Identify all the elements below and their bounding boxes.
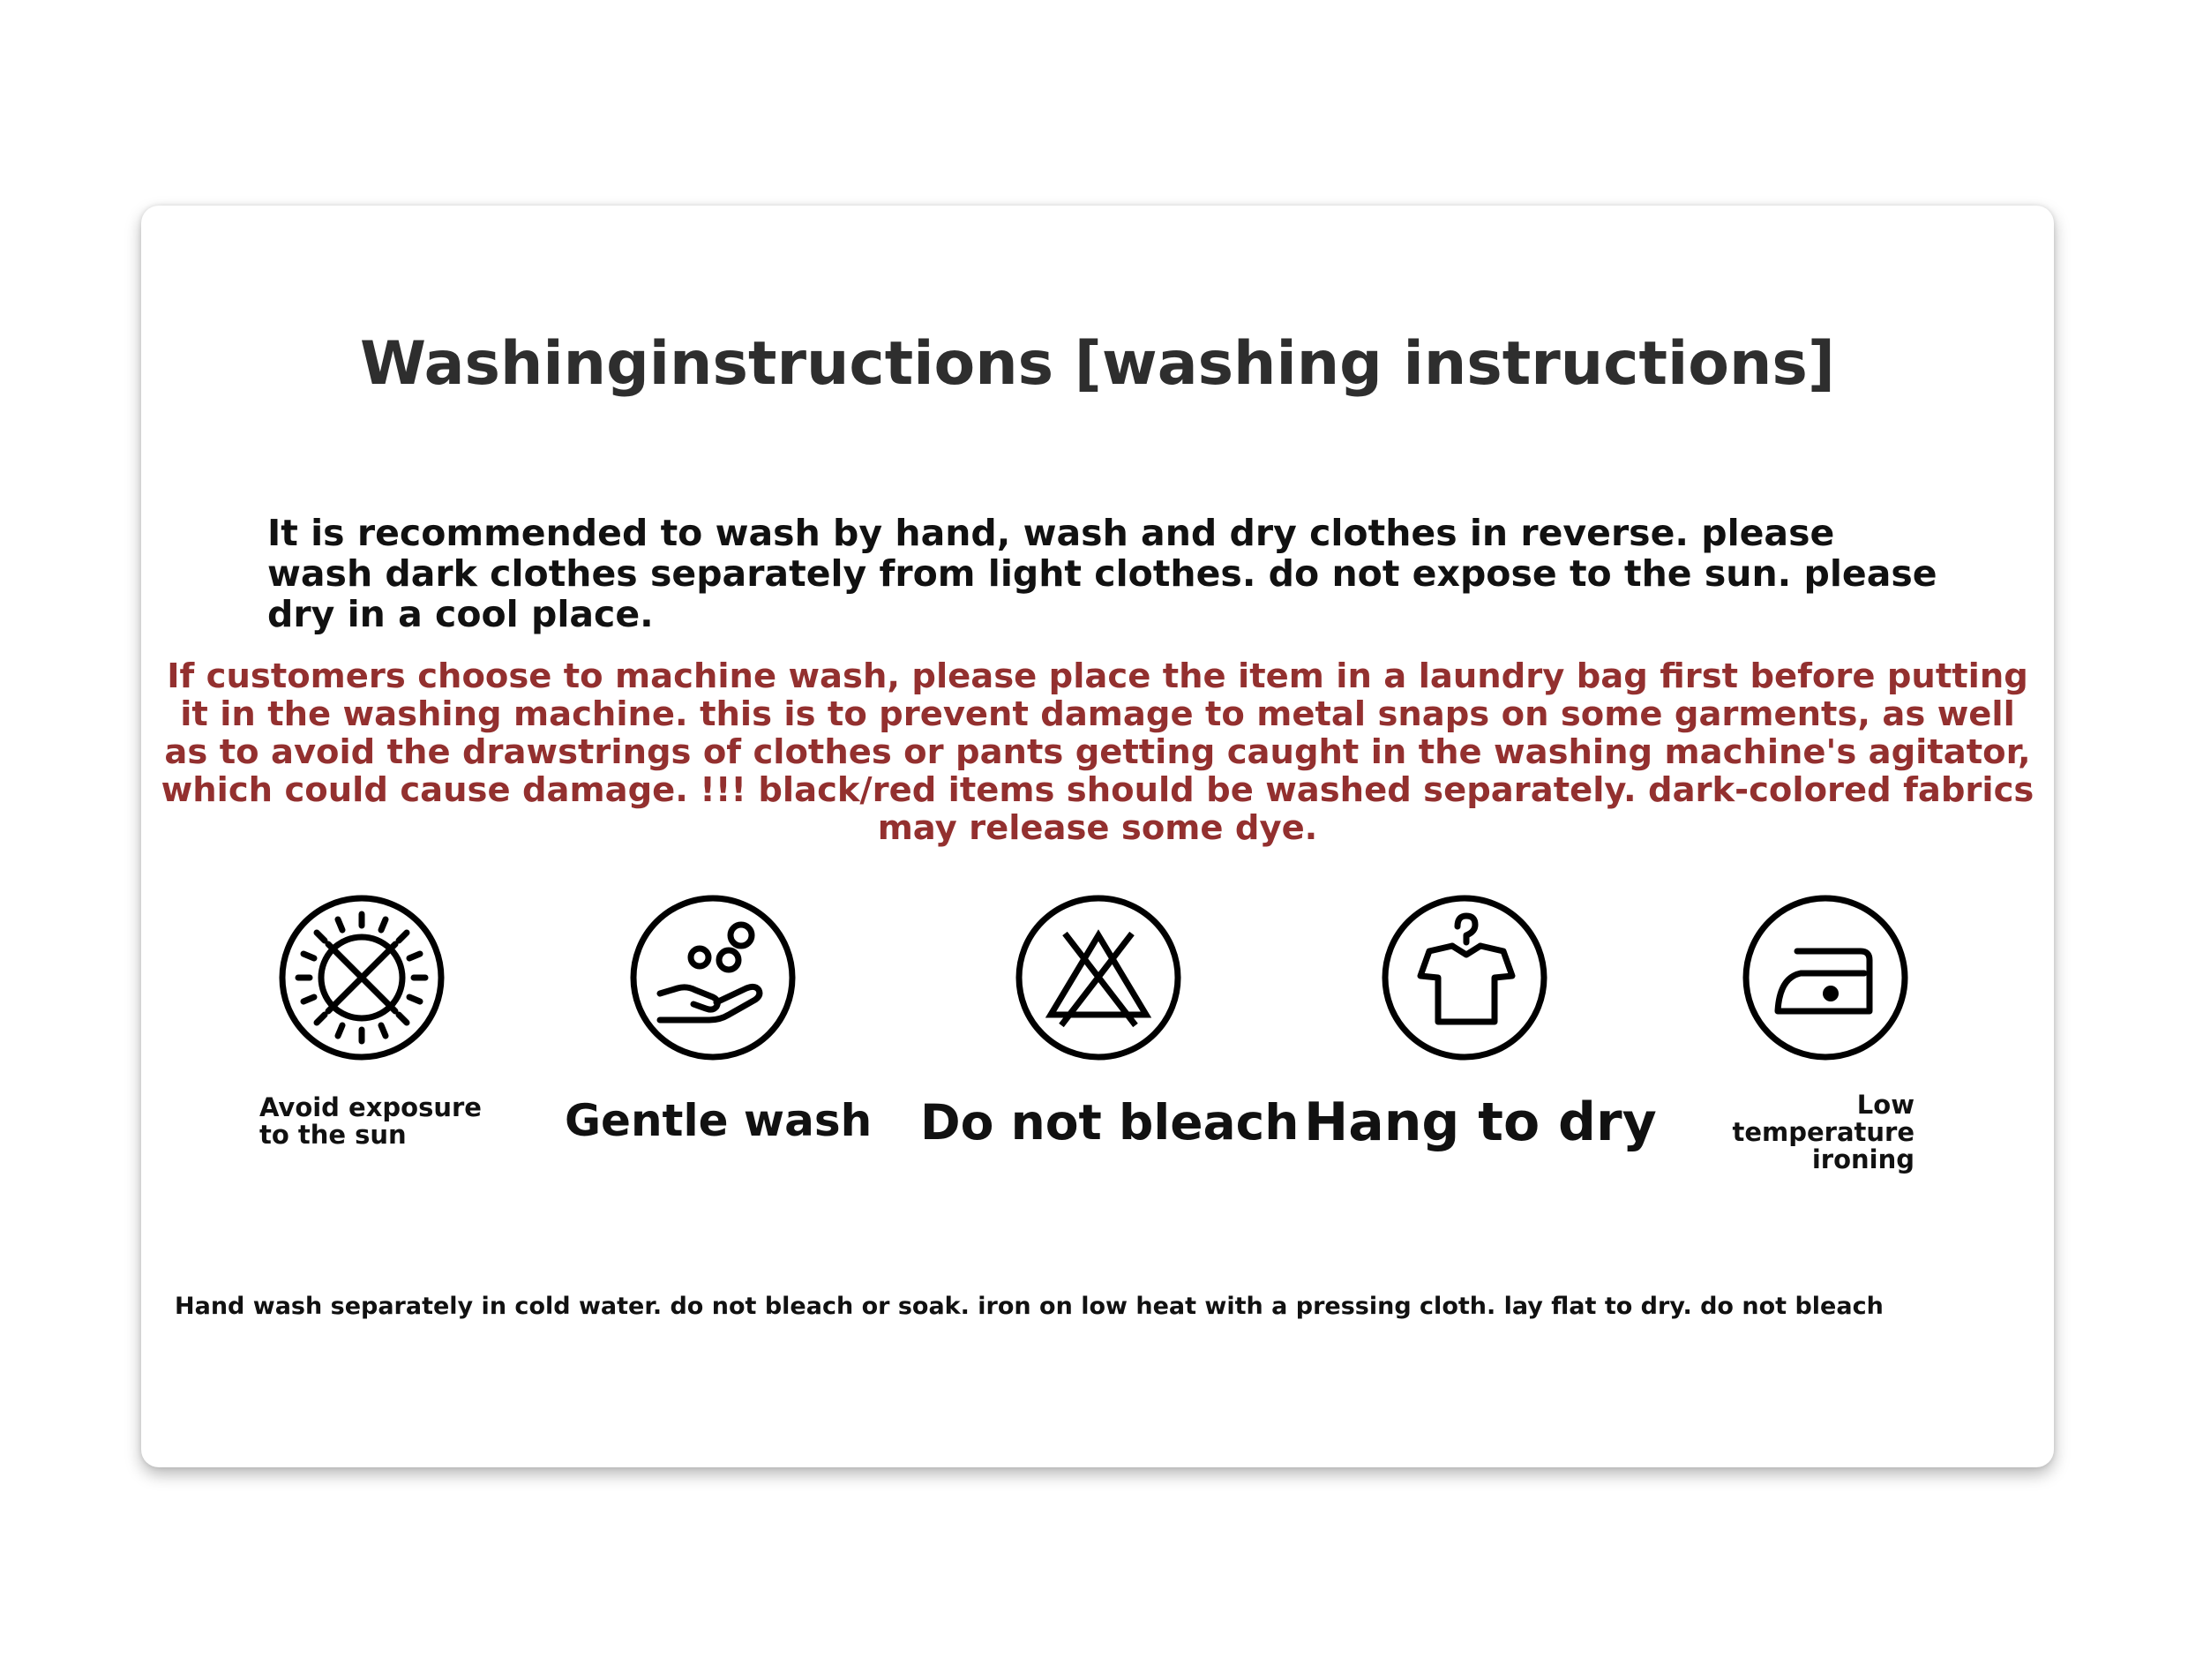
care-label-low-iron: Low temperature ironing <box>1732 1090 1914 1174</box>
page-title: Washinginstructions [washing instructions] <box>360 329 1835 399</box>
care-label-card <box>141 206 2054 1467</box>
intro-text: It is recommended to wash by hand, wash and dry clothes in reverse. please wash dark clothes separately from light clothes. do not expose to the sun. please dry in a cool place. <box>267 512 1937 635</box>
care-label-gentle-wash: Gentle wash <box>565 1095 873 1146</box>
care-label-avoid-sun: Avoid exposure to the sun <box>259 1092 482 1150</box>
care-label-hang-dry: Hang to dry <box>1304 1091 1657 1153</box>
iron-low-icon <box>1737 889 1914 1066</box>
hang-dry-icon <box>1376 889 1553 1066</box>
no-bleach-icon <box>1010 889 1187 1066</box>
care-label-no-bleach: Do not bleach <box>920 1094 1300 1151</box>
machine-wash-warning: If customers choose to machine wash, please place the item in a laundry bag first before putting it in the washing machine. this is to prevent damage to metal snaps on some garments, as well as to avoid the drawstrings of clothes or pants getting caught in the washing machine's agitator, which could cause damage. !!! black/red items should be washed separately. dark-colored fabrics may release some dye. <box>161 656 2034 848</box>
no-sun-icon <box>274 889 450 1066</box>
footer-care-summary: Hand wash separately in cold water. do not bleach or soak. iron on low heat with a pressing cloth. lay flat to dry. do not bleach <box>175 1293 1884 1320</box>
hand-wash-icon <box>625 889 801 1066</box>
